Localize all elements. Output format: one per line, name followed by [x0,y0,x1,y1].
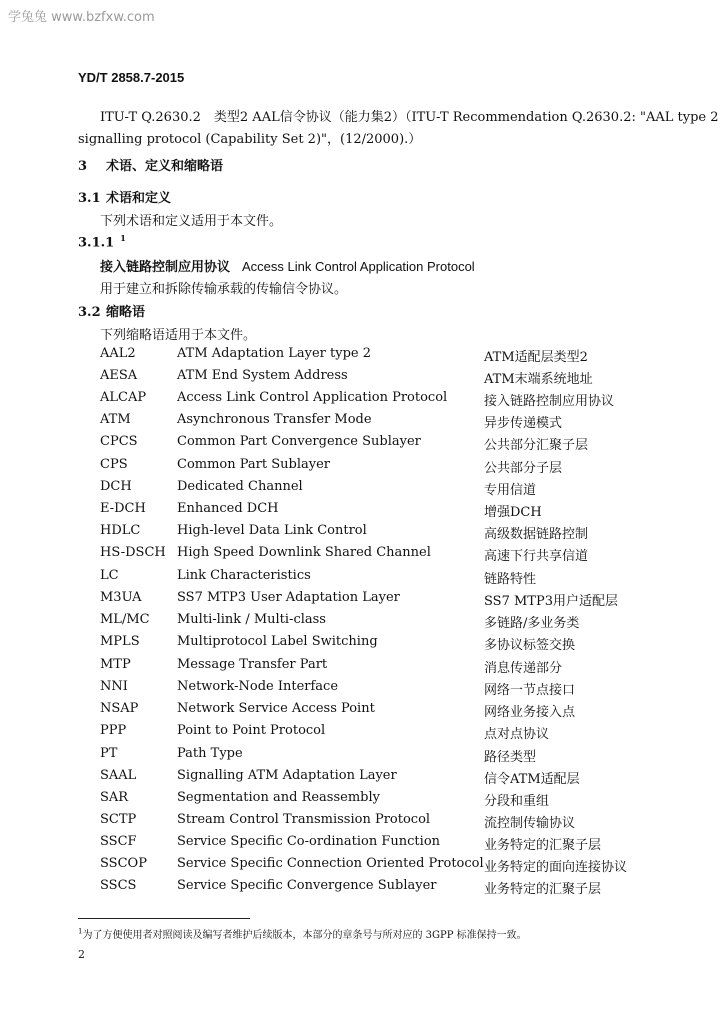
reference-line-1: ITU-T Q.2630.2 类型2 AAL信令协议（能力集2）（ITU-T Recommendation Q.2630.2: "AAL type 2 [100,110,719,125]
abbreviation: CPCS [100,434,138,449]
abbreviation: ATM [100,412,131,427]
section-3-1-heading [78,187,171,206]
abbreviation: HDLC [100,523,141,538]
chinese-term: 增强DCH [484,505,542,520]
english-term: Stream Control Transmission Protocol [177,812,431,827]
reference-line-2: signalling protocol (Capability Set 2)"，(12/2000).） [78,132,422,147]
chinese-term: 消息传递部分 [484,661,563,676]
chinese-term: 链路特性 [484,572,537,587]
english-term: SS7 MTP3 User Adaptation Layer [177,590,400,605]
section-number: 3.1 [78,191,101,206]
chinese-term: 多协议标签交换 [484,638,576,653]
chinese-term: 异步传递模式 [484,416,563,431]
abbreviation: M3UA [100,590,142,605]
abbreviation: AAL2 [100,346,136,361]
chinese-term: 多链路/多业务类 [484,616,580,631]
abbreviation: AESA [100,368,138,383]
abbreviation: MTP [100,657,131,672]
chinese-term: 网络一节点接口 [484,683,576,698]
footnote-text: 为了方便使用者对照阅读及编写者维护后续版本，本部分的章条号与所对应的 3GPP 标准保持一致。 [82,930,527,941]
chinese-term: 分段和重组 [484,794,550,809]
english-term: Service Specific Co-ordination Function [177,834,441,849]
chinese-term: ATM末端系统地址 [484,372,593,387]
term-number: 3.1.1 [78,235,115,251]
section-title: 术语、定义和缩略语 [106,159,224,174]
footnote [78,926,527,941]
english-term: Network Service Access Point [177,701,375,716]
abbreviation: SAR [100,790,129,805]
english-term: Service Specific Connection Oriented Protocol [177,856,484,871]
english-term: Network-Node Interface [177,679,339,694]
english-term: ATM Adaptation Layer type 2 [177,346,372,361]
term-english: Access Link Control Application Protocol [242,259,475,274]
chinese-term: 高级数据链路控制 [484,527,589,542]
abbreviation: HS-DSCH [100,545,166,560]
abbreviation: DCH [100,479,132,494]
chinese-term: 公共部分子层 [484,461,563,476]
abbreviation: SSCS [100,878,137,893]
abbreviation: MPLS [100,634,140,649]
abbreviation: PT [100,746,118,761]
abbreviation: E-DCH [100,501,146,516]
chinese-term: 接入链路控制应用协议 [484,394,615,409]
english-term: High-level Data Link Control [177,523,367,538]
page-number: 2 [78,948,85,961]
term-3-1-1-title [100,256,475,275]
section-title: 缩略语 [106,305,146,320]
english-term: Signalling ATM Adaptation Layer [177,768,397,783]
abbreviation: LC [100,568,119,583]
section-3-1-intro: 下列术语和定义适用于本文件。 [100,214,283,229]
abbreviation: PPP [100,723,127,738]
term-3-1-1-definition: 用于建立和拆除传输承载的传输信令协议。 [100,282,348,297]
english-term: High Speed Downlink Shared Channel [177,545,431,560]
english-term: Common Part Convergence Sublayer [177,434,421,449]
section-3-2-intro: 下列缩略语适用于本文件。 [100,328,257,343]
abbreviation: SCTP [100,812,137,827]
chinese-term: 专用信道 [484,483,537,498]
english-term: Message Transfer Part [177,657,328,672]
section-3-2-heading [78,301,145,320]
chinese-term: 网络业务接入点 [484,705,576,720]
chinese-term: SS7 MTP3用户适配层 [484,594,618,609]
section-number: 3 [78,159,88,174]
chinese-term: 业务特定的面向连接协议 [484,860,628,875]
abbreviation: NNI [100,679,128,694]
chinese-term: 业务特定的汇聚子层 [484,838,602,853]
footnote-divider [78,918,250,919]
document-code: YD/T 2858.7-2015 [78,70,185,85]
english-term: Path Type [177,746,243,761]
chinese-term: ATM适配层类型2 [484,350,588,365]
section-number: 3.2 [78,305,101,320]
abbreviation: SSCF [100,834,137,849]
chinese-term: 点对点协议 [484,727,550,742]
chinese-term: 流控制传输协议 [484,816,576,831]
term-chinese: 接入链路控制应用协议 [100,260,231,275]
term-3-1-1-number [78,233,126,250]
english-term: Asynchronous Transfer Mode [177,412,372,427]
english-term: Common Part Sublayer [177,457,331,472]
english-term: Point to Point Protocol [177,723,326,738]
footnote-reference: 1 [120,233,126,243]
section-3-heading [78,155,223,174]
watermark-text: 学兔兔 www.bzfxw.com [8,10,155,25]
chinese-term: 公共部分汇聚子层 [484,438,589,453]
english-term: Dedicated Channel [177,479,303,494]
abbreviation: ML/MC [100,612,150,627]
abbreviation: ALCAP [100,390,147,405]
english-term: Link Characteristics [177,568,311,583]
english-term: ATM End System Address [177,368,348,383]
chinese-term: 路径类型 [484,750,537,765]
english-term: Service Specific Convergence Sublayer [177,878,437,893]
section-title: 术语和定义 [106,191,172,206]
english-term: Segmentation and Reassembly [177,790,380,805]
abbreviation: SSCOP [100,856,147,871]
english-term: Access Link Control Application Protocol [177,390,448,405]
abbreviation: NSAP [100,701,139,716]
abbreviation: SAAL [100,768,137,783]
english-term: Multiprotocol Label Switching [177,634,378,649]
chinese-term: 业务特定的汇聚子层 [484,882,602,897]
chinese-term: 高速下行共享信道 [484,549,589,564]
english-term: Multi-link / Multi-class [177,612,326,627]
english-term: Enhanced DCH [177,501,279,516]
footnote-mark: 1 [78,927,83,936]
abbreviation: CPS [100,457,128,472]
chinese-term: 信令ATM适配层 [484,772,580,787]
